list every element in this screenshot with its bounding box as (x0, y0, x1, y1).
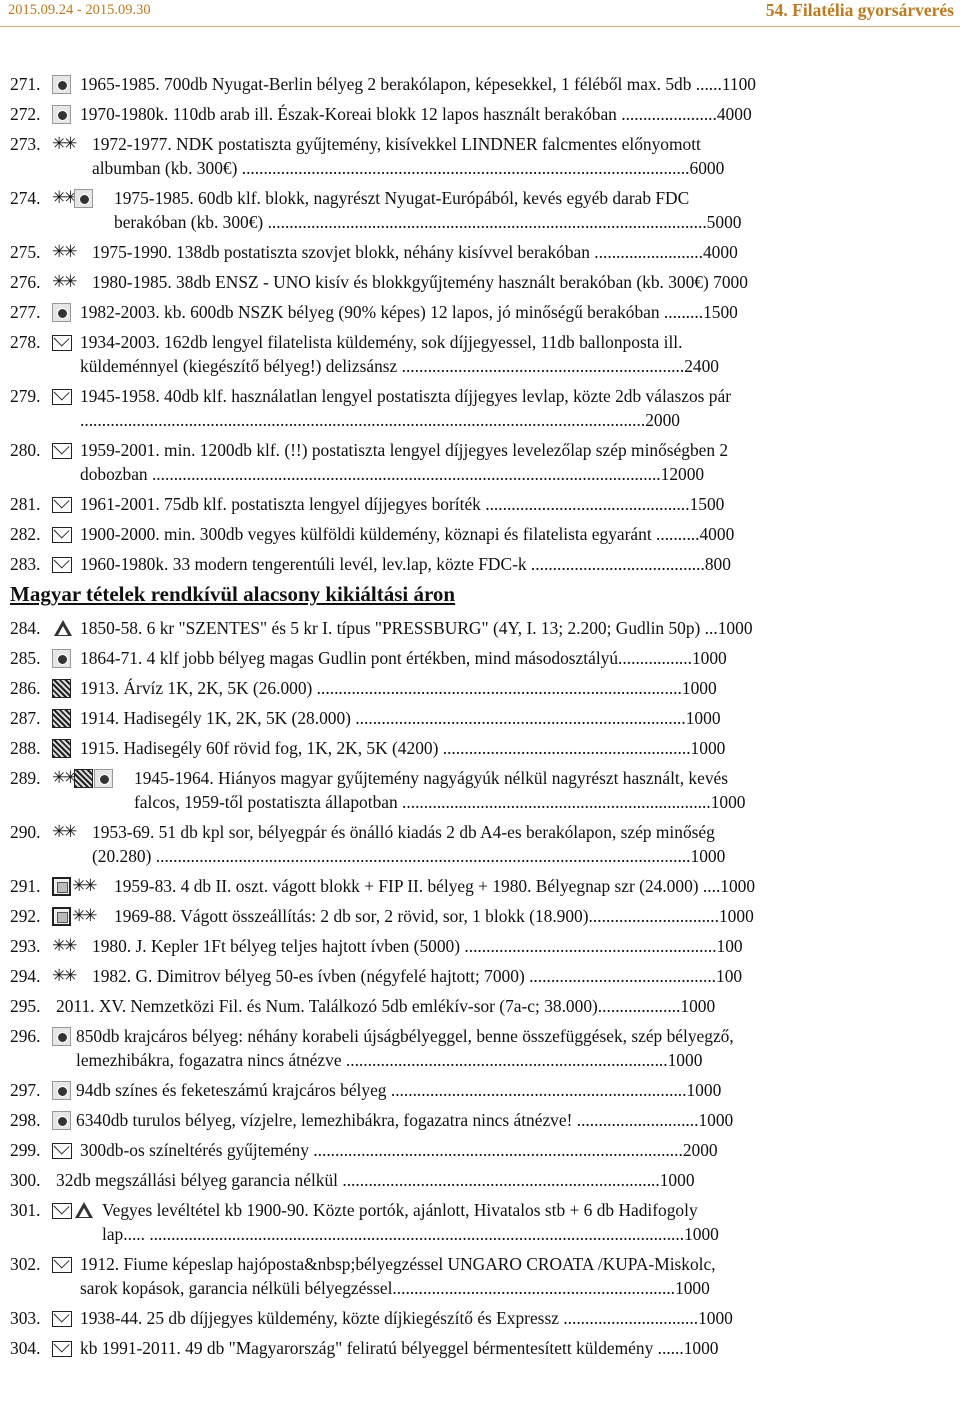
lot-number: 288. (10, 738, 41, 758)
lot-number: 294. (10, 966, 41, 986)
lot-number: 297. (10, 1080, 41, 1100)
lot-item (10, 934, 950, 958)
lot-description-line: albumban (kb. 300€) .......................................................................................................6000 (92, 158, 725, 178)
envelope-icon (52, 557, 72, 573)
lot-icons (52, 736, 71, 760)
envelope-icon (52, 1257, 72, 1273)
lot-icons (52, 186, 93, 210)
lot-number: 275. (10, 242, 41, 262)
lot-icons (52, 1024, 71, 1048)
lot-description-line: 1982-2003. kb. 600db NSZK bélyeg (90% képes) 12 lapos, jó minőségű berakóban .........1500 (80, 302, 738, 322)
lot-icons (52, 270, 73, 294)
lot-icons (52, 492, 72, 516)
mint-stamp-icon: ✳✳ (52, 241, 75, 261)
lot-icons (52, 964, 73, 988)
lot-icons (52, 1198, 95, 1222)
used-stamp-icon (52, 1111, 71, 1130)
cancel-triangle-icon (73, 1201, 95, 1220)
lot-description-line: 1913. Árvíz 1K, 2K, 5K (26.000) ....................................................................................1000 (80, 678, 717, 698)
lot-icons (52, 240, 73, 264)
lot-number: 271. (10, 74, 41, 94)
lot-item (10, 706, 950, 730)
used-stamp-icon (52, 75, 71, 94)
lot-number: 282. (10, 524, 41, 544)
mint-stamp-icon: ✳✳ (72, 905, 95, 925)
lot-number: 277. (10, 302, 41, 322)
block-stamp-icon (52, 739, 71, 758)
lot-icons (52, 706, 71, 730)
auction-title: 54. Filatélia gyorsárverés (765, 0, 954, 20)
lot-icons (52, 934, 73, 958)
cancel-triangle-icon (52, 619, 74, 638)
lot-number: 299. (10, 1140, 41, 1160)
lot-item (10, 1138, 950, 1162)
used-stamp-icon (52, 1027, 71, 1046)
lot-item (10, 994, 950, 1018)
lot-item (10, 1168, 950, 1192)
lot-icons (52, 300, 71, 324)
lot-icons (52, 1252, 72, 1276)
lot-number: 302. (10, 1254, 41, 1274)
lot-description-line: 1970-1980k. 110db arab ill. Észak-Koreai blokk 12 lapos használt berakóban ......................4000 (80, 104, 752, 124)
lot-item (10, 904, 950, 928)
lot-icons (52, 1078, 71, 1102)
lot-item (10, 384, 950, 432)
lot-number: 287. (10, 708, 41, 728)
lot-group-hungarian (10, 616, 950, 1360)
lot-item (10, 132, 950, 180)
lot-description-line: 1945-1958. 40db klf. használatlan lengyel postatiszta díjjegyes levlap, közte 2db válaszos pár (80, 386, 732, 406)
mint-stamp-icon: ✳✳ (52, 965, 75, 985)
mint-stamp-icon: ✳✳ (72, 875, 95, 895)
mint-stamp-icon: ✳✳ (52, 187, 75, 207)
envelope-icon (52, 335, 72, 351)
lot-description-line: 1850-58. 6 kr "SZENTES" és 5 kr I. típus "PRESSBURG" (4Y, I. 13; 2.200; Gudlin 50p) ...1000 (80, 618, 753, 638)
lot-item (10, 438, 950, 486)
lot-number: 273. (10, 134, 41, 154)
lot-number: 280. (10, 440, 41, 460)
lot-number: 272. (10, 104, 41, 124)
lot-number: 274. (10, 188, 41, 208)
lot-description-line: 1975-1985. 60db klf. blokk, nagyrészt Nyugat-Európából, kevés egyéb darab FDC (114, 188, 690, 208)
lot-number: 285. (10, 648, 41, 668)
lot-description-line: 94db színes és feketeszámú krajcáros bélyeg ....................................................................1000 (76, 1080, 722, 1100)
lot-description-line: 1980-1985. 38db ENSZ - UNO kisív és blokkgyűjtemény használt berakóban (kb. 300€) 7000 (92, 272, 748, 292)
lot-icons (52, 1336, 72, 1360)
lot-description-line: 1959-2001. min. 1200db klf. (!!) postatiszta lengyel díjjegyes levelezőlap szép minőségben 2 (80, 440, 729, 460)
lot-item (10, 1024, 950, 1072)
lot-description-line: 1915. Hadisegély 60f rövid fog, 1K, 2K, 5K (4200) .........................................................1000 (80, 738, 726, 758)
lot-number: 295. (10, 996, 41, 1016)
lot-icons (52, 72, 71, 96)
lot-number: 289. (10, 768, 41, 788)
mint-stamp-icon: ✳✳ (52, 935, 75, 955)
lot-icons (52, 820, 73, 844)
envelope-icon (52, 443, 72, 459)
lot-icons (52, 646, 71, 670)
lot-item (10, 240, 950, 264)
lot-number: 304. (10, 1338, 41, 1358)
lot-item (10, 1252, 950, 1300)
lot-item (10, 874, 950, 898)
lot-number: 278. (10, 332, 41, 352)
lot-description-line: falcos, 1959-től postatiszta állapotban .......................................................................1000 (134, 792, 746, 812)
lot-description-line: 850db krajcáros bélyeg: néhány korabeli újságbélyeggel, benne összefüggések, szép bélyegző, (76, 1026, 734, 1046)
page-header (0, 0, 960, 30)
block-stamp-icon (52, 709, 71, 728)
lot-icons (52, 102, 71, 126)
lot-item (10, 1306, 950, 1330)
lot-description-line: 300db-os színeltérés gyűjtemény .....................................................................................2000 (80, 1140, 718, 1160)
used-stamp-icon (52, 105, 71, 124)
used-stamp-icon (52, 1081, 71, 1100)
used-stamp-icon (52, 649, 71, 668)
mint-stamp-icon: ✳✳ (52, 767, 75, 787)
lot-icons (52, 330, 72, 354)
souvenir-sheet-icon (52, 877, 71, 896)
envelope-icon (52, 1341, 72, 1357)
lot-number: 303. (10, 1308, 41, 1328)
lot-description-line: Vegyes levéltétel kb 1900-90. Közte portók, ajánlott, Hivatalos stb + 6 db Hadifogoly (102, 1200, 698, 1220)
mint-stamp-icon: ✳✳ (52, 133, 75, 153)
lot-description-line: 1980. J. Kepler 1Ft bélyeg teljes hajtott ívben (5000) ..........................................................100 (92, 936, 743, 956)
lot-number: 281. (10, 494, 41, 514)
lot-item (10, 1198, 950, 1246)
lot-list (10, 72, 950, 1366)
lot-number: 293. (10, 936, 41, 956)
lot-item (10, 736, 950, 760)
envelope-icon (52, 1311, 72, 1327)
block-stamp-icon (52, 679, 71, 698)
envelope-icon (52, 497, 72, 513)
lot-item (10, 676, 950, 700)
lot-description-line: 2011. XV. Nemzetközi Fil. és Num. Találkozó 5db emlékív-sor (7a-c; 38.000)...................1000 (56, 996, 716, 1016)
lot-icons (52, 438, 72, 462)
lot-description-line: 1975-1990. 138db postatiszta szovjet blokk, néhány kisívvel berakóban .........................4000 (92, 242, 738, 262)
lot-item (10, 820, 950, 868)
lot-number: 301. (10, 1200, 41, 1220)
lot-number: 291. (10, 876, 41, 896)
header-divider (0, 26, 960, 27)
lot-item (10, 186, 950, 234)
lot-description-line: 1953-69. 51 db kpl sor, bélyegpár és önálló kiadás 2 db A4-es berakólapon, szép minőség (92, 822, 715, 842)
envelope-icon (52, 1143, 72, 1159)
lot-description-line: 1959-83. 4 db II. oszt. vágott blokk + FIP II. bélyeg + 1980. Bélyegnap szr (24.000) ....1000 (114, 876, 756, 896)
lot-item (10, 1336, 950, 1360)
lot-icons (52, 676, 71, 700)
lot-icons (52, 1108, 71, 1132)
lot-description-line: (20.280) ...........................................................................................................................1000 (92, 846, 726, 866)
mint-stamp-icon: ✳✳ (52, 821, 75, 841)
souvenir-sheet-icon (52, 907, 71, 926)
lot-item (10, 646, 950, 670)
lot-item (10, 964, 950, 988)
lot-item (10, 552, 950, 576)
lot-icons (52, 1138, 72, 1162)
lot-item (10, 72, 950, 96)
lot-description-line: 1912. Fiume képeslap hajóposta&nbsp;bélyegzéssel UNGARO CROATA /KUPA-Miskolc, (80, 1254, 716, 1274)
lot-icons (52, 552, 72, 576)
lot-number: 292. (10, 906, 41, 926)
lot-description-line: ..................................................................................................................................2000 (80, 410, 680, 430)
lot-item (10, 270, 950, 294)
lot-item (10, 766, 950, 814)
lot-icons (52, 132, 73, 156)
lot-icons (52, 616, 74, 640)
lot-item (10, 616, 950, 640)
lot-description-line: 1914. Hadisegély 1K, 2K, 5K (28.000) ............................................................................1000 (80, 708, 721, 728)
lot-number: 290. (10, 822, 41, 842)
envelope-icon (52, 389, 72, 405)
lot-description-line: 6340db turulos bélyeg, vízjelre, lemezhibákra, fogazatra nincs átnézve! ............................1000 (76, 1110, 734, 1130)
lot-number: 284. (10, 618, 41, 638)
lot-description-line: 1900-2000. min. 300db vegyes külföldi küldemény, köznapi és filatelista egyaránt ..........4000 (80, 524, 735, 544)
mint-stamp-icon: ✳✳ (52, 271, 75, 291)
lot-description-line: 32db megszállási bélyeg garancia nélkül .........................................................................1000 (56, 1170, 695, 1190)
lot-number: 298. (10, 1110, 41, 1130)
lot-icons (52, 874, 93, 898)
lot-description-line: lemezhibákra, fogazatra nincs átnézve ..........................................................................1000 (76, 1050, 703, 1070)
lot-description-line: 1972-1977. NDK postatiszta gyűjtemény, kisívekkel LINDNER falcmentes előnyomott (92, 134, 701, 154)
envelope-icon (52, 1203, 72, 1219)
lot-description-line: 1982. G. Dimitrov bélyeg 50-es ívben (négyfelé hajtott; 7000) ...........................................100 (92, 966, 743, 986)
lot-icons (52, 904, 93, 928)
used-stamp-icon (94, 769, 113, 788)
lot-icons (52, 522, 72, 546)
lot-description-line: 1934-2003. 162db lengyel filatelista küldemény, sok díjjegyessel, 11db ballonposta ill. (80, 332, 683, 352)
lot-number: 296. (10, 1026, 41, 1046)
lot-description-line: 1938-44. 25 db díjjegyes küldemény, közte díjkiegészítő és Expressz ...............................1000 (80, 1308, 733, 1328)
lot-description-line: berakóban (kb. 300€) .....................................................................................................5000 (114, 212, 742, 232)
lot-description-line: 1969-88. Vágott összeállítás: 2 db sor, 2 rövid, sor, 1 blokk (18.900)..............................1000 (114, 906, 754, 926)
lot-number: 283. (10, 554, 41, 574)
lot-icons (52, 1306, 72, 1330)
lot-description-line: 1960-1980k. 33 modern tengerentúli levél, lev.lap, közte FDC-k ........................................800 (80, 554, 731, 574)
lot-number: 279. (10, 386, 41, 406)
block-stamp-icon (74, 769, 93, 788)
lot-item (10, 1108, 950, 1132)
lot-description-line: 1965-1985. 700db Nyugat-Berlin bélyeg 2 berakólapon, képesekkel, 1 féléből max. 5db ......1100 (80, 74, 756, 94)
lot-description-line: 1945-1964. Hiányos magyar gyűjtemény nagyágyúk nélkül nagyrészt használt, kevés (134, 768, 729, 788)
lot-description-line: dobozban .....................................................................................................................12000 (80, 464, 705, 484)
section-title: Magyar tételek rendkívül alacsony kikiáltási áron (10, 582, 456, 606)
lot-description-line: 1961-2001. 75db klf. postatiszta lengyel díjjegyes boríték ...............................................1500 (80, 494, 725, 514)
lot-description-line: lap..... ...........................................................................................................................1000 (102, 1224, 719, 1244)
lot-item (10, 522, 950, 546)
lot-icons (52, 766, 113, 790)
lot-group-foreign (10, 72, 950, 576)
lot-description-line: sarok kopások, garancia nélküli bélyegzéssel.................................................................1000 (80, 1278, 710, 1298)
lot-description-line: kb 1991-2011. 49 db "Magyarország" feliratú bélyeggel bérmentesített küldemény ......1000 (80, 1338, 719, 1358)
envelope-icon (52, 527, 72, 543)
used-stamp-icon (52, 303, 71, 322)
lot-item (10, 1078, 950, 1102)
lot-item (10, 492, 950, 516)
lot-description-line: 1864-71. 4 klf jobb bélyeg magas Gudlin pont értékben, mind másodosztályú.................1000 (80, 648, 727, 668)
lot-item (10, 330, 950, 378)
lot-number: 300. (10, 1170, 41, 1190)
used-stamp-icon (74, 189, 93, 208)
lot-item (10, 300, 950, 324)
lot-number: 286. (10, 678, 41, 698)
lot-item (10, 102, 950, 126)
lot-number: 276. (10, 272, 41, 292)
lot-description-line: küldeménnyel (kiegészítő bélyeg!) delizsánsz .................................................................2400 (80, 356, 719, 376)
date-range: 2015.09.24 - 2015.09.30 (8, 2, 151, 18)
lot-icons (52, 384, 72, 408)
